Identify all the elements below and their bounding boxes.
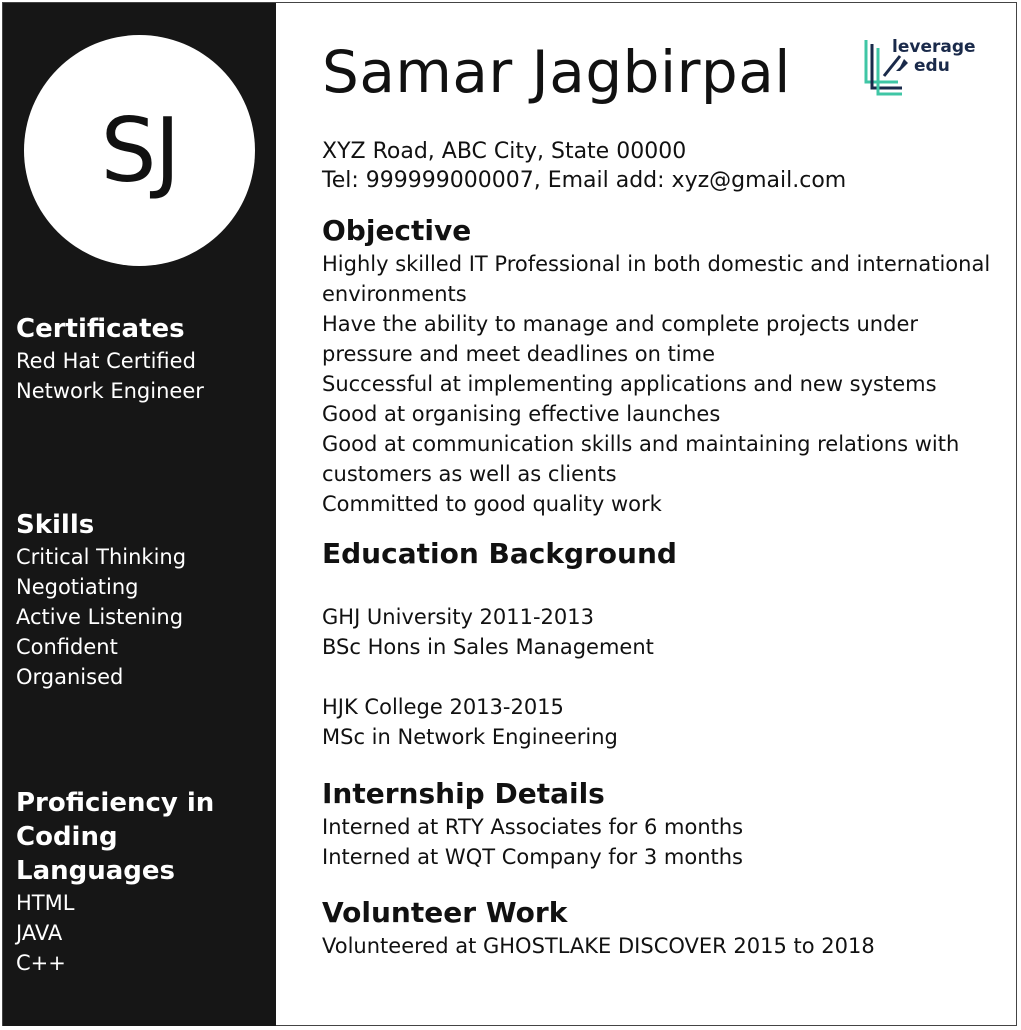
candidate-name: Samar Jagbirpal xyxy=(322,38,791,106)
objective-line: Good at communication skills and maintaining relations with xyxy=(322,432,960,456)
proficiency-section xyxy=(16,786,276,978)
education-school: HJK College 2013-2015 xyxy=(322,695,564,719)
logo-text-line2: edu xyxy=(914,56,950,76)
objective-heading: Objective xyxy=(322,214,472,247)
objective-line: Have the ability to manage and complete projects under xyxy=(322,312,918,336)
objective-line: Successful at implementing applications and new systems xyxy=(322,372,937,396)
language-item: HTML xyxy=(16,891,75,915)
objective-line: environments xyxy=(322,282,467,306)
skill-item: Critical Thinking xyxy=(16,545,187,569)
internship-section xyxy=(322,776,743,872)
leverage-edu-logo xyxy=(862,36,992,98)
certificate-item: Network Engineer xyxy=(16,379,204,403)
objective-line: pressure and meet deadlines on time xyxy=(322,342,716,366)
certificates-section xyxy=(16,312,204,406)
skill-item: Negotiating xyxy=(16,575,139,599)
volunteer-line: Volunteered at GHOSTLAKE DISCOVER 2015 to 2018 xyxy=(322,934,875,958)
language-item: C++ xyxy=(16,951,66,975)
education-degree: MSc in Network Engineering xyxy=(322,725,618,749)
logo-text-line1: leverage xyxy=(892,37,976,57)
skill-item: Organised xyxy=(16,665,124,689)
education-heading: Education Background xyxy=(322,537,677,570)
volunteer-section xyxy=(322,895,875,961)
skills-heading: Skills xyxy=(16,510,95,540)
contact-address: XYZ Road, ABC City, State 00000 xyxy=(322,139,687,164)
objective-line: Highly skilled IT Professional in both domestic and international xyxy=(322,252,991,276)
volunteer-heading: Volunteer Work xyxy=(322,896,568,929)
proficiency-heading: Proficiency in xyxy=(16,788,215,818)
internship-heading: Internship Details xyxy=(322,777,605,810)
sidebar xyxy=(3,3,276,1026)
internship-line: Interned at RTY Associates for 6 months xyxy=(322,815,744,839)
skill-item: Confident xyxy=(16,635,118,659)
avatar xyxy=(24,35,255,266)
certificate-item: Red Hat Certified xyxy=(16,349,196,373)
skill-item: Active Listening xyxy=(16,605,184,629)
objective-line: Committed to good quality work xyxy=(322,492,662,516)
certificates-heading: Certificates xyxy=(16,314,185,344)
objective-section xyxy=(322,213,990,519)
education-degree: BSc Hons in Sales Management xyxy=(322,635,654,659)
education-school: GHJ University 2011-2013 xyxy=(322,605,595,629)
internship-line: Interned at WQT Company for 3 months xyxy=(322,845,743,869)
contact-tel-email: Tel: 999999000007, Email add: xyz@gmail.com xyxy=(322,168,847,193)
objective-line: Good at organising effective launches xyxy=(322,402,721,426)
language-item: JAVA xyxy=(16,921,63,945)
objective-line: customers as well as clients xyxy=(322,462,617,486)
avatar-initials: SJ xyxy=(100,99,179,202)
education-section xyxy=(322,536,677,752)
skills-section xyxy=(16,508,186,692)
rocket-icon xyxy=(894,57,910,73)
contact-block xyxy=(322,137,846,195)
proficiency-heading-line2: Coding Languages xyxy=(16,822,176,886)
